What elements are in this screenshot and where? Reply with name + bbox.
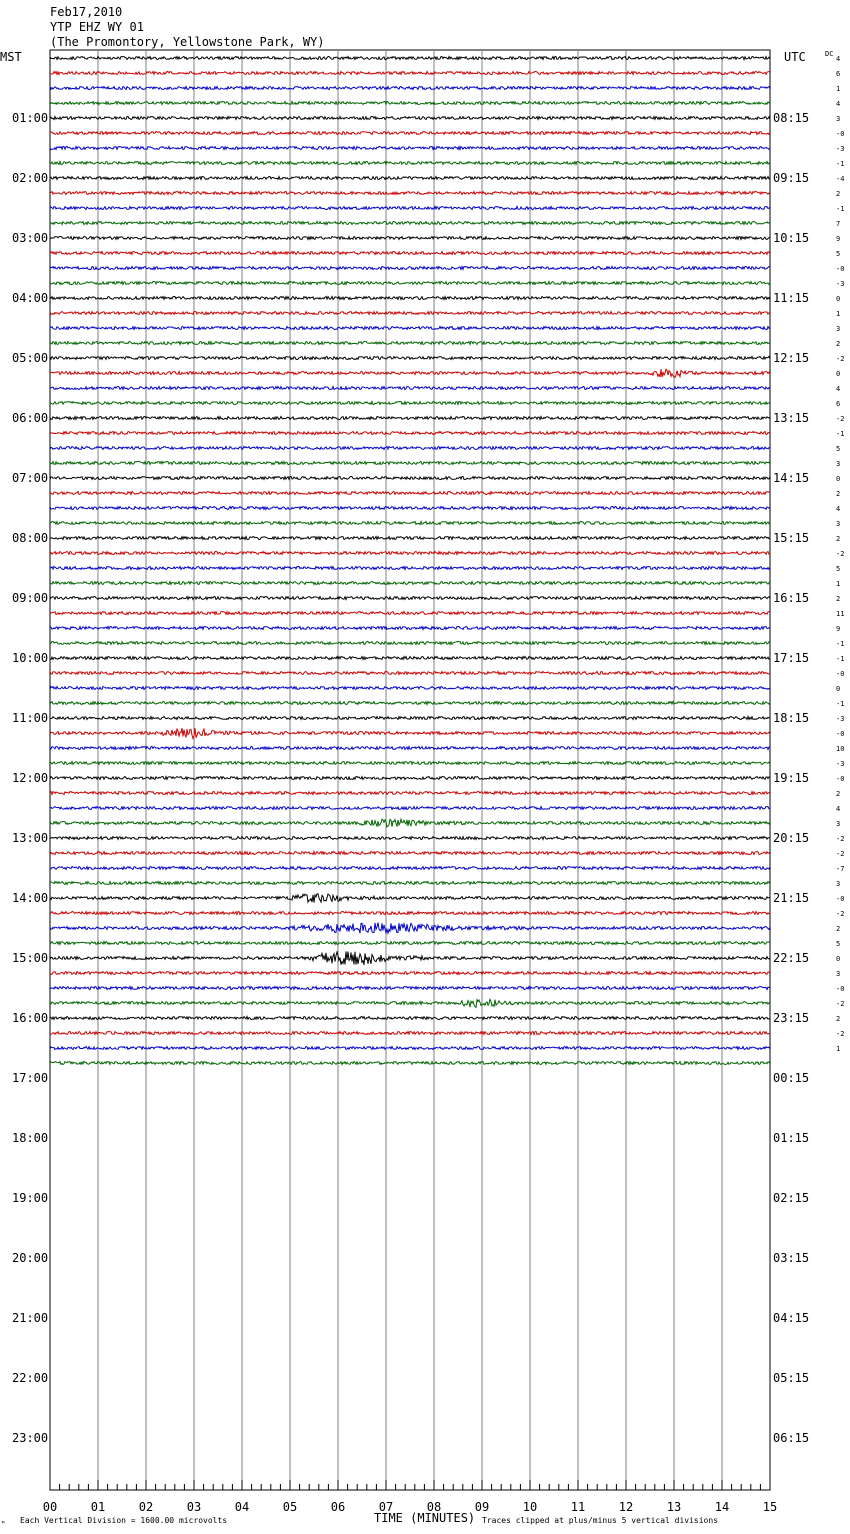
- dc-offset-label: 2: [836, 790, 841, 798]
- trace-row-46: [50, 747, 770, 750]
- x-tick-label-07: 07: [378, 1500, 394, 1514]
- trace-row-53: [50, 852, 770, 855]
- utc-hour-label: 03:15: [773, 1251, 810, 1265]
- dc-offset-label: 4: [836, 505, 841, 513]
- vertical-gridlines: [98, 50, 722, 1490]
- dc-offset-label: 6: [836, 400, 841, 408]
- trace-row-27: [50, 462, 770, 465]
- trace-row-66: [50, 1047, 770, 1050]
- utc-hour-label: 06:15: [773, 1431, 810, 1445]
- station-title: YTP EHZ WY 01: [50, 20, 144, 34]
- dc-offset-label: -2: [836, 835, 845, 843]
- trace-row-25: [50, 432, 770, 435]
- trace-row-6: [50, 147, 770, 150]
- dc-offset-label: 1: [836, 310, 841, 318]
- trace-row-51: [50, 819, 770, 827]
- utc-hour-label: 13:15: [773, 411, 810, 425]
- mst-hour-label: 02:00: [12, 171, 49, 185]
- trace-row-17: [50, 312, 770, 315]
- trace-row-15: [50, 282, 770, 285]
- dc-offset-label: -2: [836, 850, 845, 858]
- trace-row-8: [50, 177, 770, 180]
- trace-row-37: [50, 612, 770, 615]
- dc-offset-label: 5: [836, 445, 841, 453]
- trace-row-21: [50, 369, 770, 377]
- x-tick-label-09: 09: [474, 1500, 490, 1514]
- mst-hour-label: 06:00: [12, 411, 49, 425]
- dc-offset-label: 2: [836, 535, 841, 543]
- dc-offset-label: -1: [836, 640, 845, 648]
- x-tick-label-15: 15: [762, 1500, 778, 1514]
- dc-offset-label: 4: [836, 385, 841, 393]
- dc-offset-label: -1: [836, 160, 845, 168]
- trace-row-38: [50, 627, 770, 630]
- trace-row-45: [50, 728, 770, 738]
- trace-row-58: [50, 923, 770, 934]
- mst-hour-label: 04:00: [12, 291, 49, 305]
- trace-row-65: [50, 1032, 770, 1035]
- dc-offset-label: -2: [836, 1030, 845, 1038]
- dc-offset-label: 2: [836, 1015, 841, 1023]
- dc-offset-label: 2: [836, 190, 841, 198]
- trace-row-43: [50, 702, 770, 705]
- dc-offset-label: 10: [836, 745, 845, 753]
- trace-row-28: [50, 477, 770, 480]
- utc-hour-label: 18:15: [773, 711, 810, 725]
- mst-hour-label: 13:00: [12, 831, 49, 845]
- dc-offset-label: 4: [836, 55, 841, 63]
- mst-hour-label: 01:00: [12, 111, 49, 125]
- mst-hour-label: 18:00: [12, 1131, 49, 1145]
- dc-offset-label: 0: [836, 370, 841, 378]
- date-title: Feb17,2010: [50, 5, 123, 19]
- utc-hour-label: 08:15: [773, 111, 810, 125]
- footer-mark: ᴹ: [1, 1520, 6, 1528]
- dc-offset-label: -0: [836, 895, 845, 903]
- dc-offset-label: 1: [836, 580, 841, 588]
- trace-row-5: [50, 132, 770, 135]
- dc-offset-label: 2: [836, 595, 841, 603]
- trace-row-55: [50, 882, 770, 885]
- dc-offset-label: 3: [836, 460, 841, 468]
- x-tick-label-05: 05: [282, 1500, 298, 1514]
- dc-header-label: DC: [825, 50, 834, 58]
- trace-row-40: [50, 657, 770, 660]
- trace-row-3: [50, 102, 770, 105]
- location-title: (The Promontory, Yellowstone Park, WY): [50, 35, 325, 49]
- trace-row-52: [50, 837, 770, 840]
- trace-row-48: [50, 777, 770, 780]
- utc-hour-label: 04:15: [773, 1311, 810, 1325]
- x-tick-label-10: 10: [522, 1500, 538, 1514]
- utc-hour-label: 21:15: [773, 891, 810, 905]
- scale-note: Each Vertical Division = 1600.00 microvolts: [20, 1516, 228, 1525]
- dc-offset-label: 9: [836, 625, 841, 633]
- x-tick-label-01: 01: [90, 1500, 106, 1514]
- trace-row-18: [50, 327, 770, 330]
- x-tick-label-00: 00: [42, 1500, 58, 1514]
- trace-row-54: [50, 867, 770, 870]
- x-tick-label-06: 06: [330, 1500, 346, 1514]
- x-tick-label-14: 14: [714, 1500, 730, 1514]
- utc-hour-label: 14:15: [773, 471, 810, 485]
- x-tick-label-12: 12: [618, 1500, 634, 1514]
- dc-offset-label: 1: [836, 1045, 841, 1053]
- dc-offset-label: 5: [836, 565, 841, 573]
- mst-hour-labels: [12, 111, 48, 1445]
- trace-row-24: [50, 417, 770, 420]
- utc-hour-label: 00:15: [773, 1071, 810, 1085]
- dc-offset-label: -0: [836, 730, 845, 738]
- trace-row-19: [50, 342, 770, 345]
- trace-row-0: [50, 57, 770, 60]
- dc-offset-label: 9: [836, 235, 841, 243]
- mst-hour-label: 23:00: [12, 1431, 49, 1445]
- dc-offset-label: -1: [836, 205, 845, 213]
- mst-hour-label: 22:00: [12, 1371, 49, 1385]
- trace-row-9: [50, 192, 770, 195]
- dc-offset-label: 11: [836, 610, 845, 618]
- x-tick-label-13: 13: [666, 1500, 682, 1514]
- mst-hour-label: 20:00: [12, 1251, 49, 1265]
- dc-offset-label: -2: [836, 415, 845, 423]
- dc-offset-label: -3: [836, 280, 845, 288]
- trace-row-22: [50, 387, 770, 390]
- utc-hour-labels: [773, 111, 809, 1445]
- trace-row-16: [50, 297, 770, 300]
- dc-offset-label: -3: [836, 760, 845, 768]
- mst-hour-label: 14:00: [12, 891, 49, 905]
- dc-offset-label: 0: [836, 685, 841, 693]
- trace-row-35: [50, 582, 770, 585]
- left-timezone-label: MST: [0, 50, 22, 64]
- utc-hour-label: 16:15: [773, 591, 810, 605]
- trace-row-32: [50, 537, 770, 540]
- trace-row-1: [50, 72, 770, 75]
- mst-hour-label: 08:00: [12, 531, 49, 545]
- trace-row-50: [50, 807, 770, 810]
- trace-row-34: [50, 567, 770, 570]
- mst-hour-label: 16:00: [12, 1011, 49, 1025]
- trace-row-4: [50, 117, 770, 120]
- mst-hour-label: 07:00: [12, 471, 49, 485]
- utc-hour-label: 10:15: [773, 231, 810, 245]
- dc-offset-label: -3: [836, 715, 845, 723]
- trace-row-49: [50, 792, 770, 795]
- utc-hour-label: 20:15: [773, 831, 810, 845]
- trace-row-13: [50, 252, 770, 255]
- utc-hour-label: 22:15: [773, 951, 810, 965]
- mst-hour-label: 17:00: [12, 1071, 49, 1085]
- dc-offset-label: 0: [836, 475, 841, 483]
- dc-offset-label: -2: [836, 910, 845, 918]
- dc-offset-label: -0: [836, 670, 845, 678]
- x-tick-label-04: 04: [234, 1500, 250, 1514]
- trace-row-41: [50, 672, 770, 675]
- dc-offset-label: 2: [836, 490, 841, 498]
- mst-hour-label: 03:00: [12, 231, 49, 245]
- utc-hour-label: 17:15: [773, 651, 810, 665]
- trace-row-12: [50, 237, 770, 240]
- x-axis-title: TIME (MINUTES): [374, 1511, 476, 1525]
- dc-offset-label: 3: [836, 520, 841, 528]
- trace-row-61: [50, 972, 770, 975]
- plot-frame: [50, 50, 770, 1490]
- dc-offset-label: 0: [836, 295, 841, 303]
- dc-offset-label: 3: [836, 970, 841, 978]
- trace-row-39: [50, 642, 770, 645]
- dc-offset-label: -0: [836, 265, 845, 273]
- trace-row-14: [50, 267, 770, 270]
- utc-hour-label: 12:15: [773, 351, 810, 365]
- mst-hour-label: 09:00: [12, 591, 49, 605]
- mst-hour-label: 21:00: [12, 1311, 49, 1325]
- dc-offset-labels: [836, 55, 844, 1053]
- mst-hour-label: 15:00: [12, 951, 49, 965]
- trace-row-10: [50, 207, 770, 210]
- dc-offset-label: 2: [836, 925, 841, 933]
- utc-hour-label: 15:15: [773, 531, 810, 545]
- dc-offset-label: 3: [836, 115, 841, 123]
- dc-offset-label: -1: [836, 430, 845, 438]
- dc-offset-label: -4: [836, 175, 845, 183]
- utc-hour-label: 09:15: [773, 171, 810, 185]
- mst-hour-label: 11:00: [12, 711, 49, 725]
- trace-row-26: [50, 447, 770, 450]
- dc-offset-label: 6: [836, 70, 841, 78]
- dc-offset-label: -7: [836, 865, 845, 873]
- trace-row-29: [50, 492, 770, 495]
- dc-offset-label: -0: [836, 130, 845, 138]
- dc-offset-label: -2: [836, 1000, 845, 1008]
- dc-offset-label: 2: [836, 340, 841, 348]
- x-tick-label-03: 03: [186, 1500, 202, 1514]
- trace-row-67: [50, 1062, 770, 1065]
- trace-row-59: [50, 942, 770, 945]
- trace-row-42: [50, 687, 770, 690]
- utc-hour-label: 01:15: [773, 1131, 810, 1145]
- dc-offset-label: 3: [836, 820, 841, 828]
- utc-hour-label: 02:15: [773, 1191, 810, 1205]
- utc-hour-label: 11:15: [773, 291, 810, 305]
- right-timezone-label: UTC: [784, 50, 806, 64]
- dc-offset-label: 4: [836, 805, 841, 813]
- trace-row-36: [50, 597, 770, 600]
- trace-row-62: [50, 987, 770, 990]
- mst-hour-label: 10:00: [12, 651, 49, 665]
- dc-offset-label: -3: [836, 145, 845, 153]
- mst-hour-label: 05:00: [12, 351, 49, 365]
- trace-row-11: [50, 222, 770, 225]
- dc-offset-label: 7: [836, 220, 841, 228]
- trace-row-31: [50, 522, 770, 525]
- dc-offset-label: -0: [836, 985, 845, 993]
- dc-offset-label: 4: [836, 100, 841, 108]
- trace-row-20: [50, 357, 770, 360]
- trace-row-44: [50, 717, 770, 720]
- trace-row-47: [50, 762, 770, 765]
- x-tick-label-11: 11: [570, 1500, 586, 1514]
- utc-hour-label: 05:15: [773, 1371, 810, 1385]
- x-tick-label-08: 08: [426, 1500, 442, 1514]
- x-axis: [43, 1480, 777, 1514]
- dc-offset-label: -1: [836, 700, 845, 708]
- dc-offset-label: 3: [836, 325, 841, 333]
- dc-offset-label: 5: [836, 940, 841, 948]
- trace-row-23: [50, 402, 770, 405]
- dc-offset-label: 5: [836, 250, 841, 258]
- dc-offset-label: 0: [836, 955, 841, 963]
- mst-hour-label: 12:00: [12, 771, 49, 785]
- utc-hour-label: 23:15: [773, 1011, 810, 1025]
- seismogram-traces: [50, 57, 770, 1065]
- trace-row-60: [50, 951, 770, 964]
- trace-row-57: [50, 912, 770, 915]
- clip-note: Traces clipped at plus/minus 5 vertical divisions: [482, 1516, 719, 1525]
- trace-row-30: [50, 507, 770, 510]
- x-tick-label-02: 02: [138, 1500, 154, 1514]
- utc-hour-label: 19:15: [773, 771, 810, 785]
- trace-row-56: [50, 894, 770, 903]
- trace-row-2: [50, 87, 770, 90]
- dc-offset-label: 1: [836, 85, 841, 93]
- dc-offset-label: -1: [836, 655, 845, 663]
- dc-offset-label: -2: [836, 355, 845, 363]
- trace-row-33: [50, 552, 770, 555]
- dc-offset-label: -0: [836, 775, 845, 783]
- dc-offset-label: -2: [836, 550, 845, 558]
- mst-hour-label: 19:00: [12, 1191, 49, 1205]
- trace-row-7: [50, 162, 770, 165]
- dc-offset-label: 3: [836, 880, 841, 888]
- trace-row-64: [50, 1017, 770, 1020]
- trace-row-63: [50, 999, 770, 1007]
